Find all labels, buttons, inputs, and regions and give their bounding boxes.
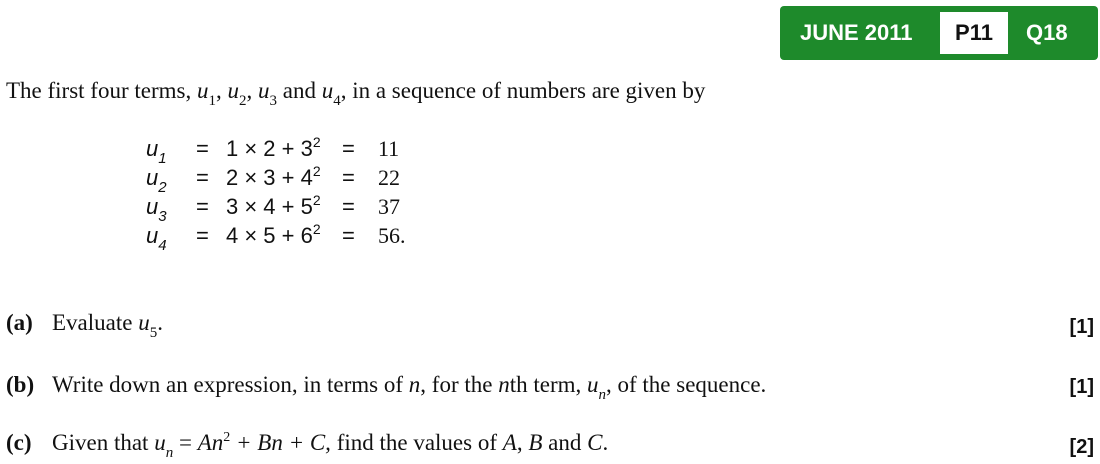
- marks-a: [1]: [1069, 316, 1094, 338]
- part-label: (b): [6, 372, 35, 397]
- question-number: Q18: [1026, 20, 1068, 45]
- exam-date: JUNE 2011: [800, 20, 913, 45]
- part-c: (c) Given that $u_n = An^2 + Bn + C$, find the values of A, B and C.: [6, 430, 609, 461]
- question-badge: [780, 6, 1098, 60]
- part-label: (a): [6, 310, 33, 335]
- part-b: (b) Write down an expression, in terms of n, for the nth term, $u_n$, of the sequence.: [6, 372, 767, 403]
- marks-b: [1]: [1069, 376, 1094, 398]
- part-label: (c): [6, 430, 32, 455]
- marks-c: [2]: [1069, 436, 1094, 458]
- intro-text: The first four terms, $u_1$, $u_2$, $u_3$ and $u_4$, in a sequence of numbers are given by: [6, 78, 706, 109]
- paper-number: P11: [940, 12, 1008, 54]
- part-a: (a) Evaluate $u_5$.: [6, 310, 163, 341]
